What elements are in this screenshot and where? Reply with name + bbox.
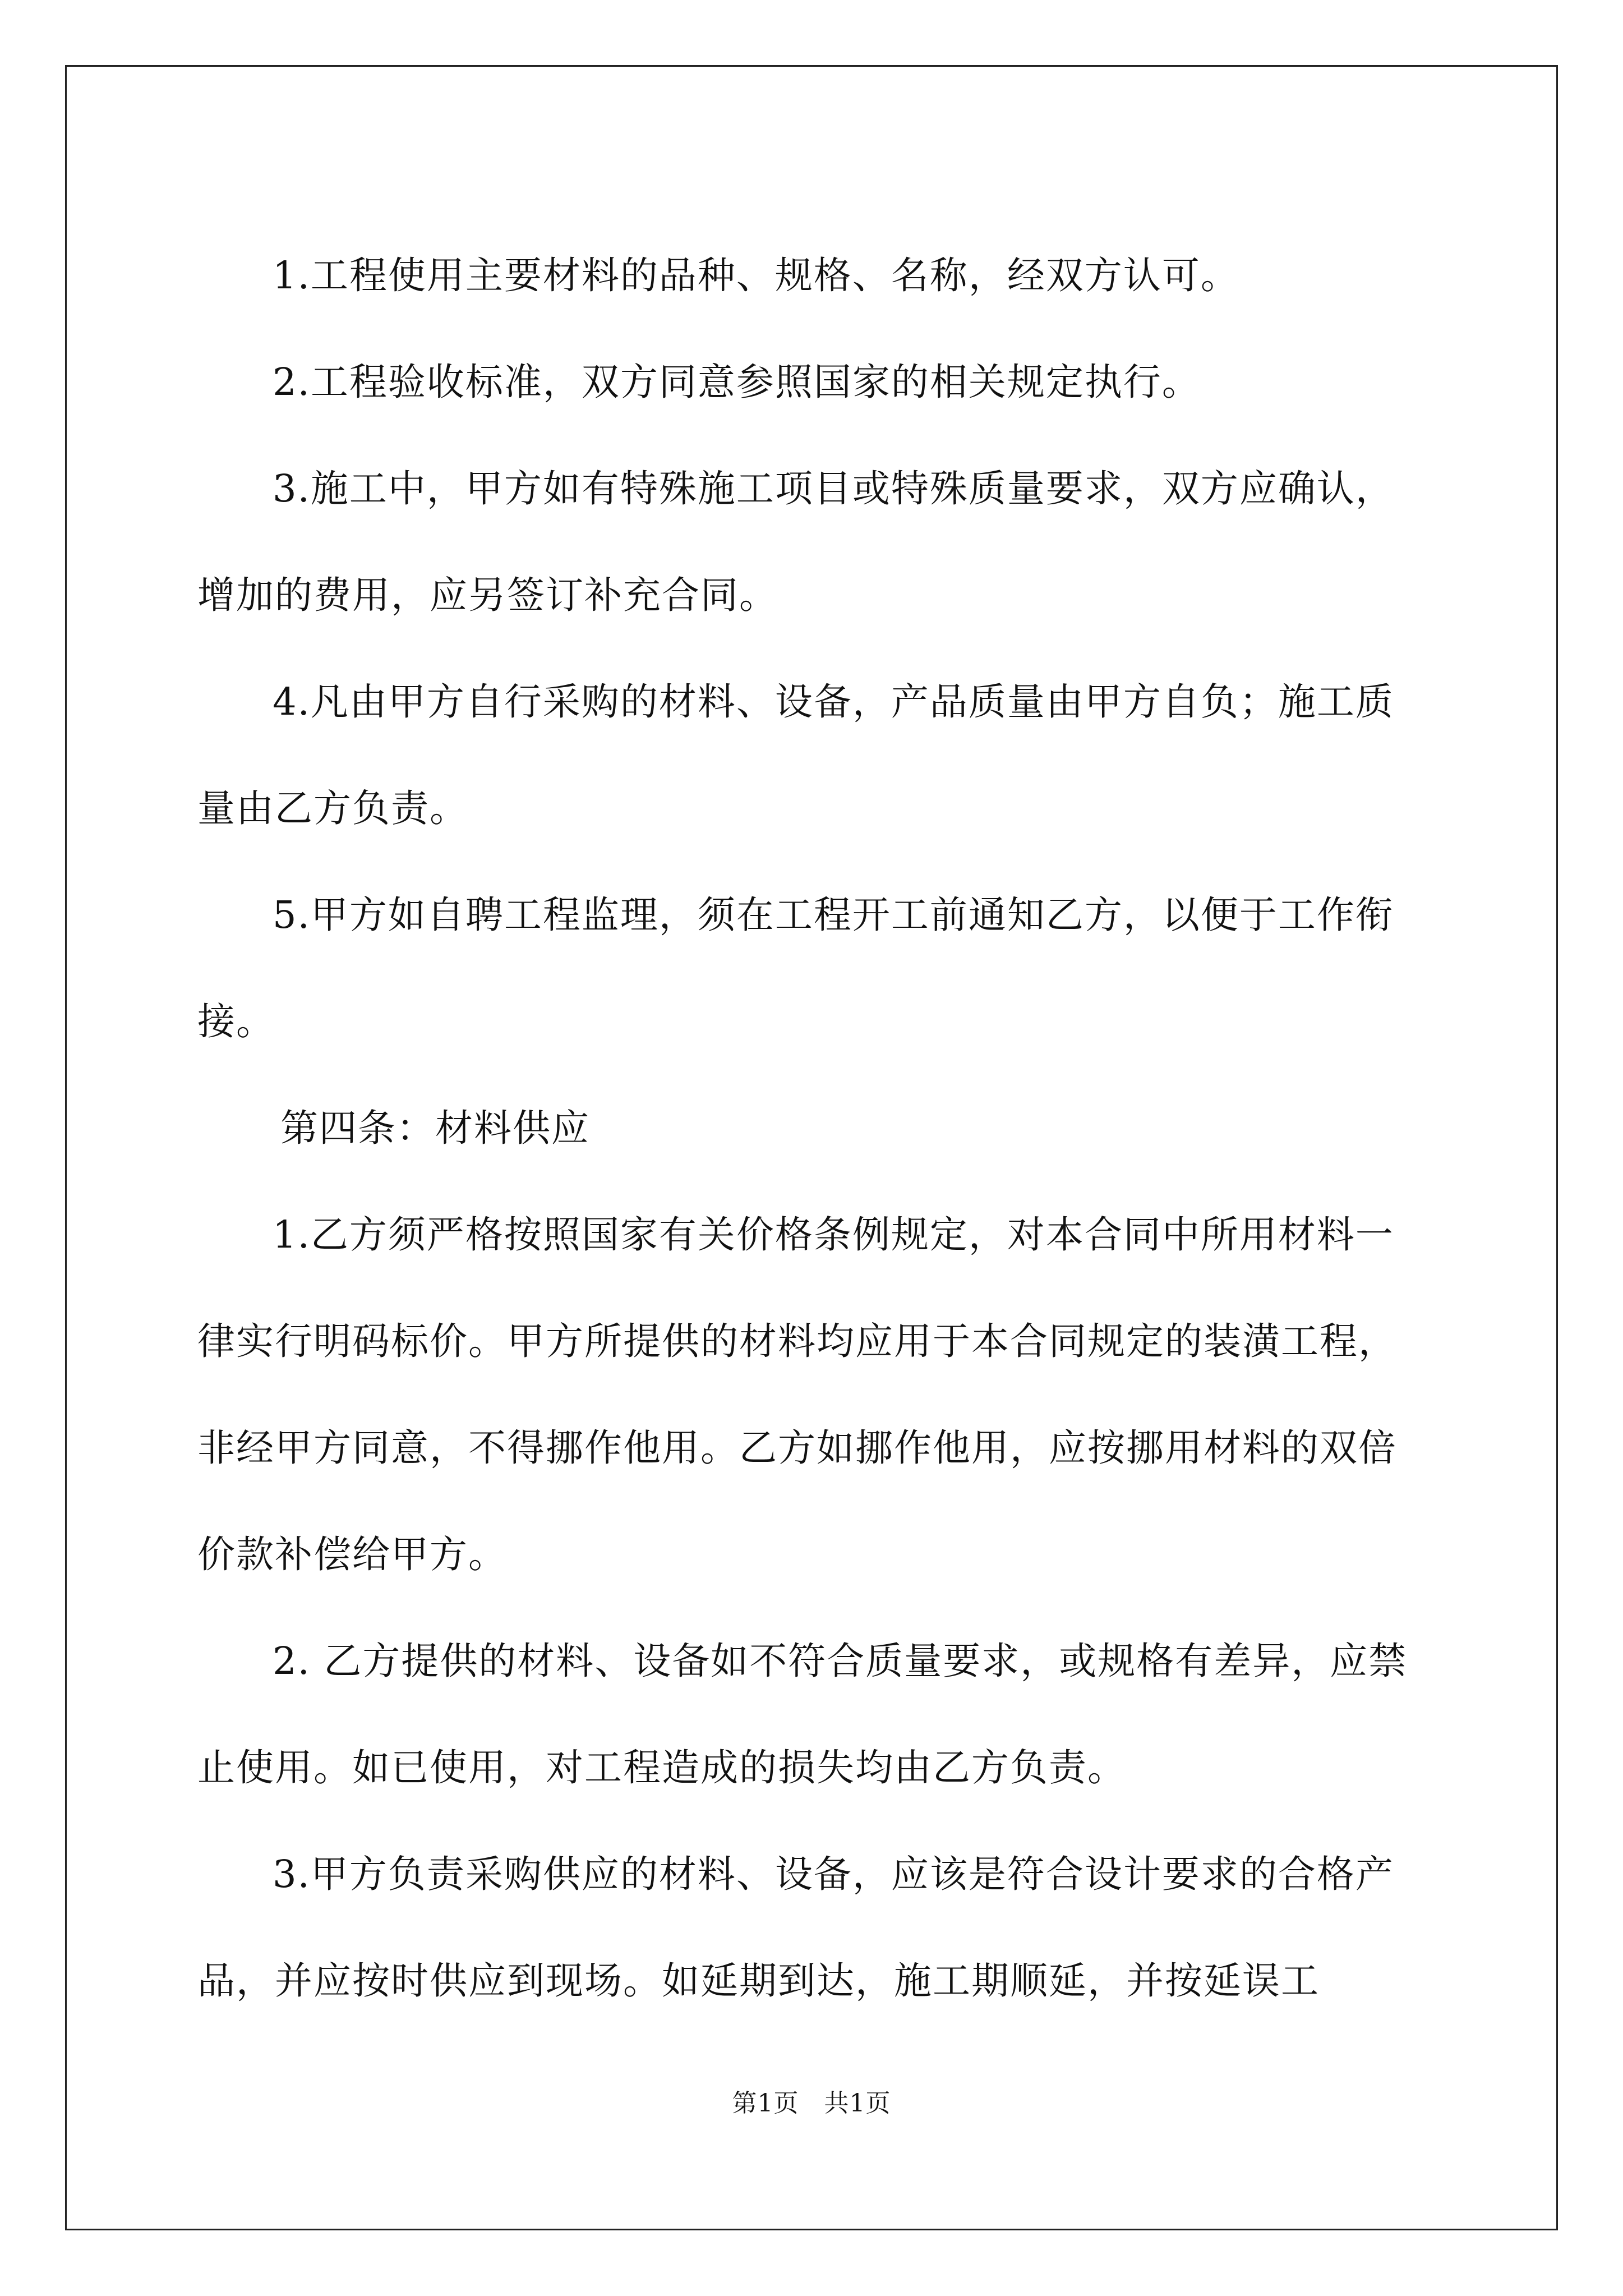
page-footer: 第1页 共1页 — [732, 2089, 891, 2118]
paragraph-7: 2. 乙方提供的材料、设备如不符合质量要求，或规格有差异，应禁止使用。如已使用，对工程造成的损失均由乙方负责。 — [197, 1639, 1408, 1789]
paragraph-2: 2.工程验收标准，双方同意参照国家的相关规定执行。 — [273, 360, 1201, 404]
paragraph-8: 3.甲方负责采购供应的材料、设备，应该是符合设计要求的合格产品，并应按时供应到现场。如延期到达，施工期顺延，并按延误工 — [197, 1852, 1394, 2003]
paragraph-3: 3.施工中，甲方如有特殊施工项目或特殊质量要求，双方应确认，增加的费用，应另签订补充合同。 — [197, 467, 1394, 617]
paragraph-4: 4.凡由甲方自行采购的材料、设备，产品质量由甲方自负；施工质量由乙方负责。 — [197, 680, 1394, 830]
paragraph-5: 5.甲方如自聘工程监理，须在工程开工前通知乙方，以便于工作衔接。 — [197, 893, 1394, 1043]
paragraph-1: 1.工程使用主要材料的品种、规格、名称，经双方认可。 — [273, 254, 1239, 297]
paragraph-6: 1.乙方须严格按照国家有关价格条例规定，对本合同中所用材料一律实行明码标价。甲方所提供的材料均应用于本合同规定的装潢工程，非经甲方同意，不得挪作他用。乙方如挪作他用，应按挪用材料的双倍价款补偿给甲方。 — [197, 1213, 1397, 1576]
document-body — [197, 222, 1431, 2034]
section-heading: 第四条：材料供应 — [280, 1106, 590, 1150]
